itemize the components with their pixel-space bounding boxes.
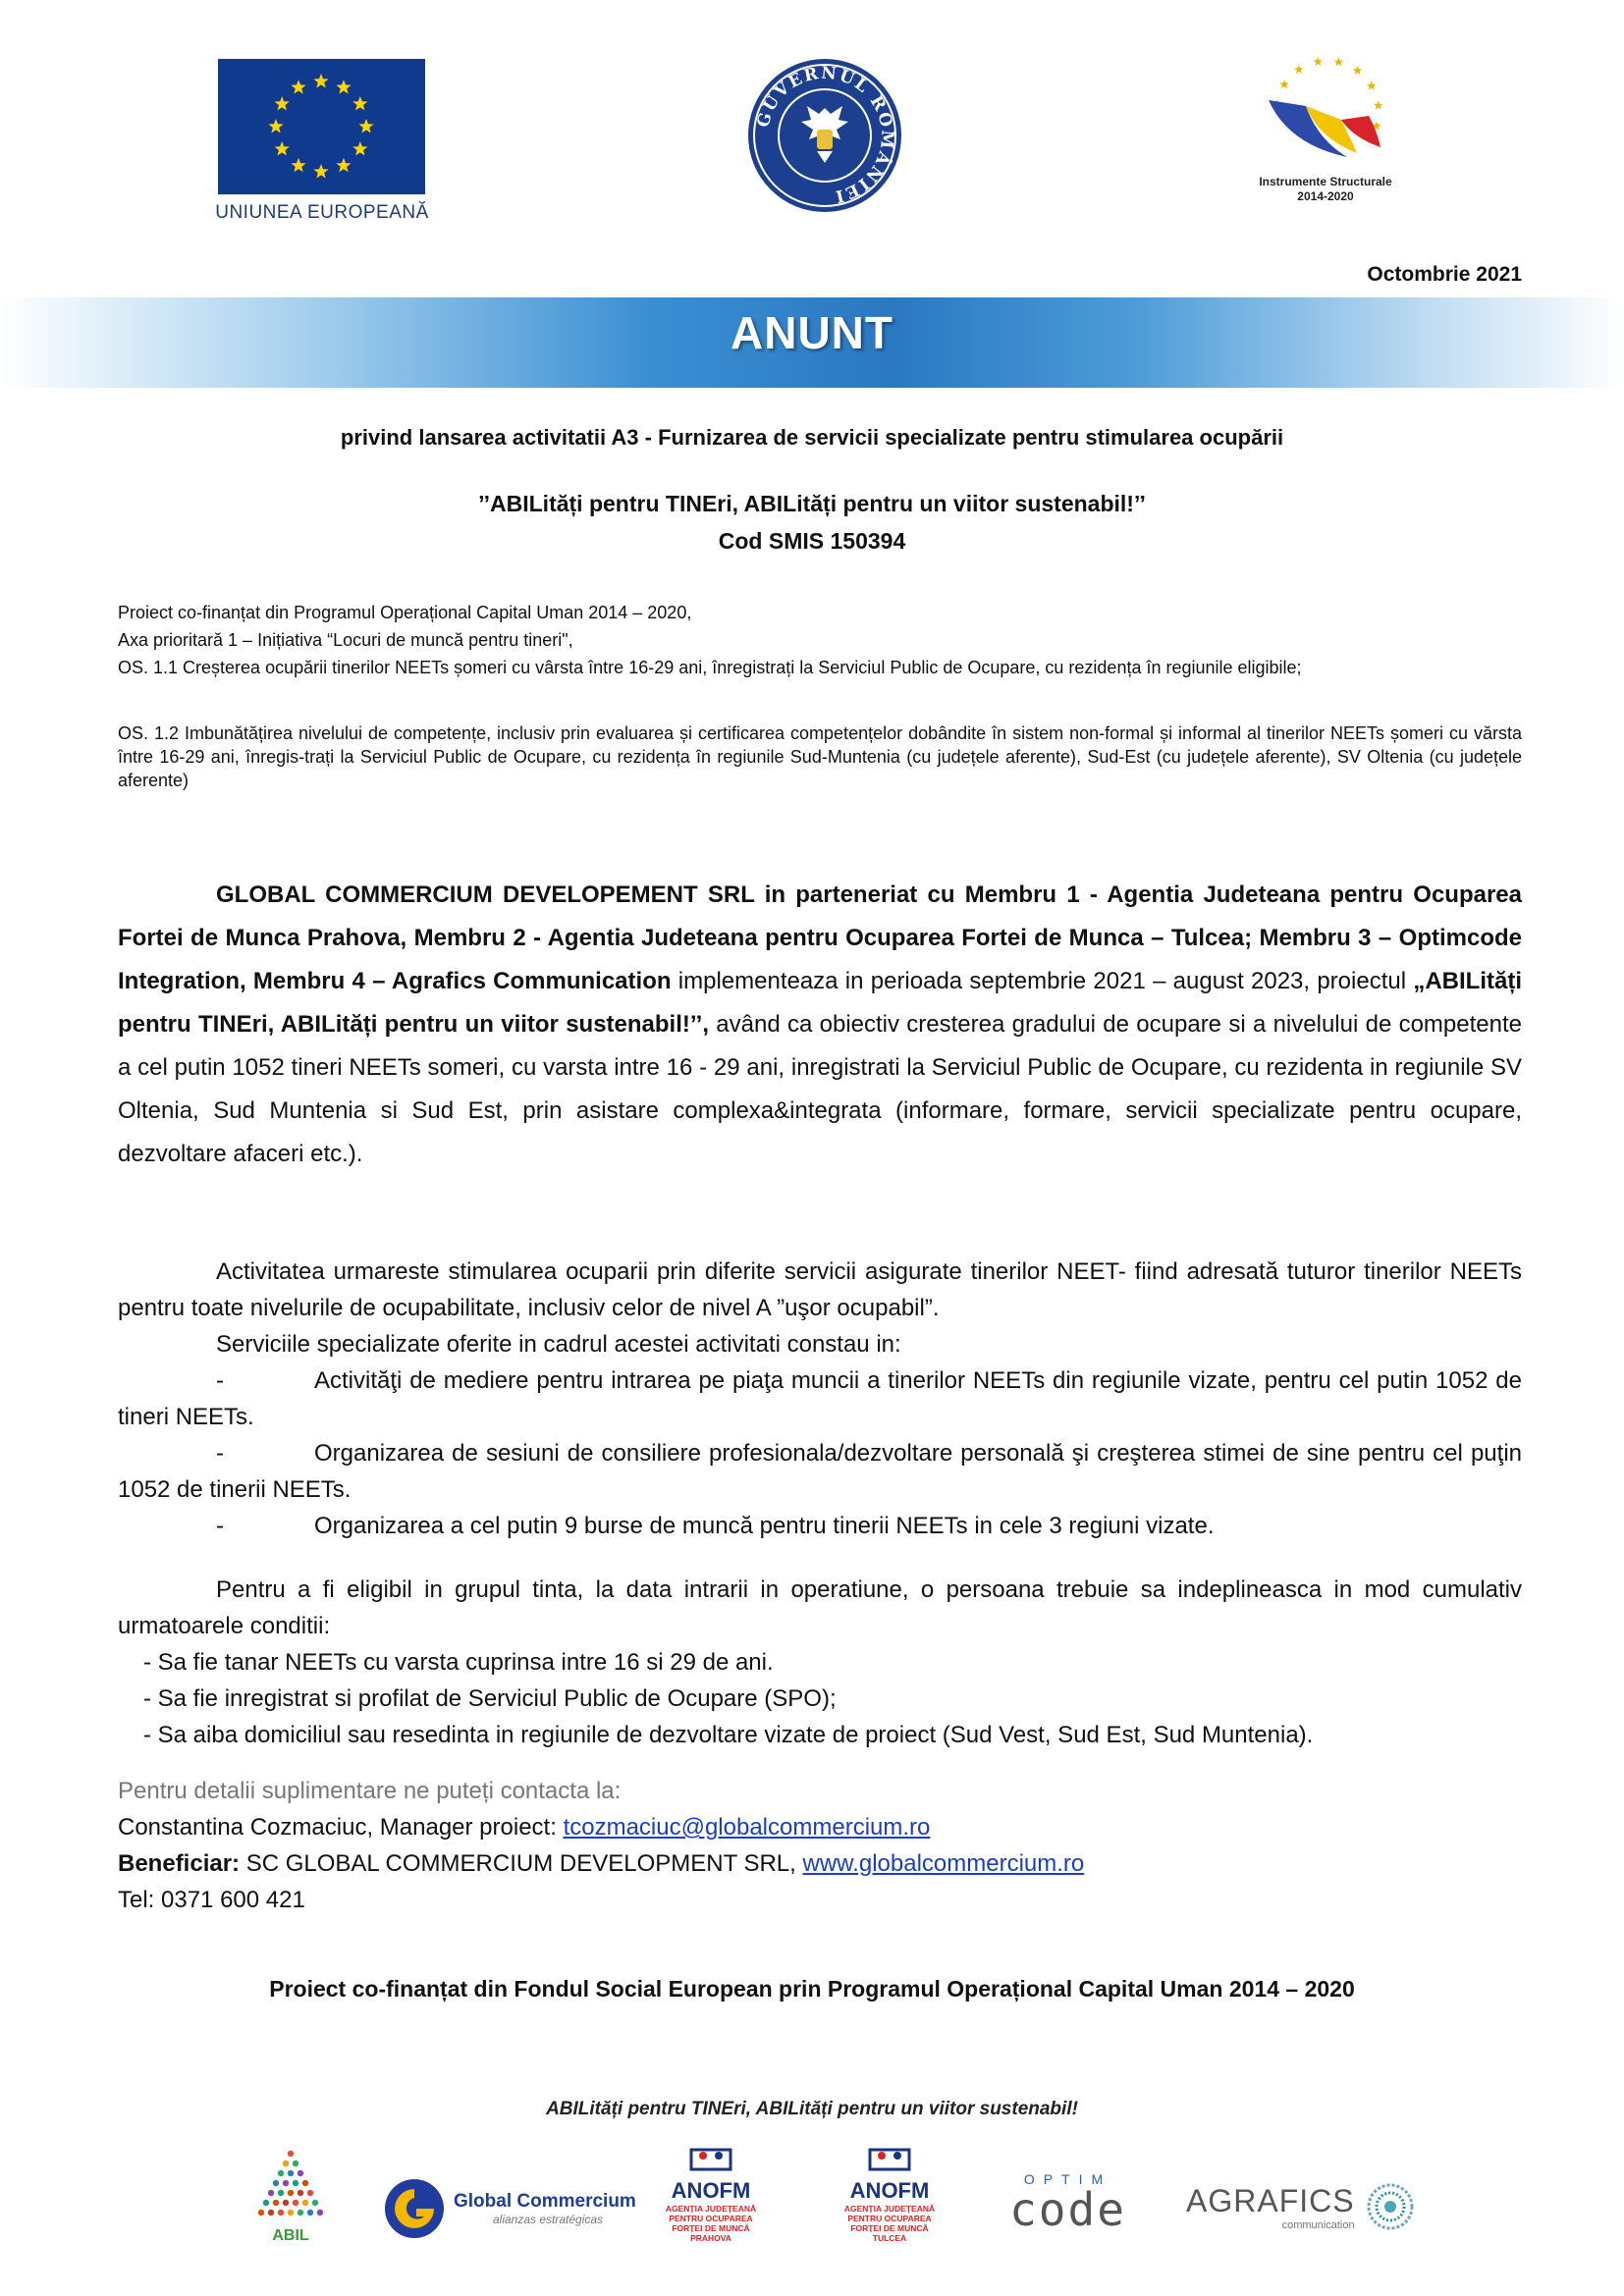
activity-section	[118, 1254, 1522, 1544]
anofm-prahova-logo	[646, 2144, 776, 2243]
abil-dot	[288, 2151, 294, 2157]
agrafics-sub: communication	[1281, 2218, 1355, 2231]
abil-dot	[302, 2180, 308, 2186]
romanian-government-seal	[746, 57, 903, 214]
abil-label: ABIL	[272, 2227, 309, 2244]
abil-dot	[288, 2190, 294, 2196]
abil-dot	[298, 2170, 303, 2176]
beneficiary-label: Beneficiar:	[118, 1850, 241, 1877]
anofm-sub-2: PENTRU OCUPAREA	[669, 2214, 753, 2223]
abil-dot	[258, 2210, 264, 2216]
global-commercium-logo	[383, 2177, 636, 2240]
agrafics-swirl-icon	[1365, 2181, 1416, 2232]
contact-heading: Pentru detalii suplimentare ne puteți contacta la:	[118, 1778, 622, 1804]
is-star	[1334, 57, 1344, 66]
abil-dot	[288, 2170, 294, 2176]
gc-name: Global Commercium	[454, 2191, 636, 2212]
abil-dot	[283, 2200, 289, 2206]
abil-dot	[298, 2190, 303, 2196]
service-item	[118, 1362, 1522, 1435]
anofm-people-icon	[825, 2144, 954, 2173]
abil-dot	[302, 2200, 308, 2206]
anofm-tulcea-logo	[825, 2144, 954, 2243]
abil-dot	[278, 2210, 284, 2216]
optimcode-logo	[982, 2171, 1154, 2240]
is-star	[1374, 101, 1383, 110]
is-star	[1294, 65, 1304, 74]
phone: Tel: 0371 600 421	[118, 1887, 305, 1913]
is-caption-line2: 2014-2020	[1297, 189, 1354, 203]
manager-line	[118, 1809, 1084, 1845]
anofm-sub-4: PRAHOVA	[690, 2233, 731, 2243]
dash: -	[216, 1367, 224, 1394]
objective-text: având ca obiectiv cresterea gradului de ocupare si a nivelului de competente a cel putin 1052 tineri NEETs someri, cu varsta intre 16 - 29 ani, inregistrati la Serviciul Public de Ocupare, cu rezidenta in regiunile SV Oltenia, Sud Muntenia si Sud Est, prin asistare complexa&integrata (informare, formare, servicii specializate pentru ocupare, dezvoltare afaceri etc.).	[118, 1011, 1522, 1167]
anofm-sub-4: TULCEA	[872, 2233, 907, 2243]
beneficiary-line	[118, 1845, 1084, 1882]
optim-top: OPTIM	[1023, 2171, 1112, 2187]
is-caption-line1: Instrumente Structurale	[1259, 175, 1392, 188]
eu-flag-logo	[218, 59, 425, 194]
services-intro: Serviciile specializate oferite in cadrul acestei activitati constau in:	[216, 1331, 901, 1358]
abil-dot	[317, 2210, 323, 2216]
project-name: ’’ABILități pentru TINEri, ABILități pentru un viitor sustenabil!’’	[478, 491, 1146, 516]
service-text: Organizarea a cel putin 9 burse de muncă pentru tinerii NEETs in cele 3 regiuni vizate.	[314, 1513, 1215, 1539]
service-item	[118, 1508, 1522, 1544]
project-title-inline: „ABILități pentru TINEri, ABILități pentru un viitor sustenabil!’’,	[118, 968, 1522, 1038]
anofm-sub-2: PENTRU OCUPAREA	[847, 2214, 932, 2223]
period-text: implementeaza in perioada septembrie 2021 – august 2023, proiectul	[671, 968, 1414, 994]
op-line-4: OS. 1.2 Imbunătățirea nivelului de competențe, inclusiv prin evaluarea și certificarea competențelor dobândite în sistem non-formal și informal al tinerilor NEETs șomeri cu vărsta între 16-29 ani, înregis-trați la Serviciul Public de Ocupare, cu rezidența în regiunile Sud-Muntenia (cu județele aferente), Sud-Est (cu județele aferente), SV Oltenia (cu județele aferente)	[118, 723, 1522, 790]
smis-code: Cod SMIS 150394	[718, 528, 906, 554]
anofm-people-icon	[646, 2144, 776, 2173]
anofm-sub-1: AGENȚIA JUDEȚEANĂ	[665, 2204, 757, 2214]
abil-dot	[307, 2210, 313, 2216]
agrafics-name: AGRAFICS	[1186, 2182, 1355, 2218]
dash: -	[216, 1513, 224, 1539]
anofm-name: ANOFM	[849, 2178, 930, 2203]
footer-slogan: ABILități pentru TINEri, ABILități pentru un viitor sustenabil!	[546, 2099, 1078, 2119]
is-star	[1367, 81, 1377, 90]
abil-dot	[268, 2210, 274, 2216]
abil-dot	[263, 2200, 269, 2206]
service-text: Activităţi de mediere pentru intrarea pe piaţa muncii a tinerilor NEETs din regiunile vizate, pentru cel putin 1052 de tineri NEETs.	[118, 1367, 1522, 1430]
seal-text: GUVERNUL ROMÂNIEI	[753, 63, 897, 207]
abil-dot	[268, 2190, 274, 2196]
anofm-name: ANOFM	[671, 2178, 751, 2203]
date: Octombrie 2021	[1367, 263, 1522, 286]
abil-dot	[312, 2200, 318, 2206]
main-paragraph	[118, 874, 1522, 1176]
partners-text: GLOBAL COMMERCIUM DEVELOPEMENT SRL in parteneriat cu Membru 1 - Agentia Judeteana pentru Ocuparea Fortei de Munca Prahova, Membru 2 - Agentia Judeteana pentru Ocuparea Fortei de Munca – Tulcea; Membru 3 – Optimcode Integration, Membru 4 – Agrafics Communication	[118, 881, 1522, 994]
optim-bottom: code	[1009, 2183, 1126, 2236]
op-line-3: OS. 1.1 Creșterea ocupării tinerilor NEETs șomeri cu vârsta între 16-29 ani, înregistrați la Serviciul Public de Ocupare, cu rezidența în regiunile eligibile;	[118, 658, 1302, 677]
anofm-sub-3: FORȚEI DE MUNCĂ	[850, 2223, 929, 2233]
condition-item: - Sa fie tanar NEETs cu varsta cuprinsa intre 16 si 29 de ani.	[143, 1649, 774, 1676]
op-line-1: Proiect co-finanțat din Programul Operațional Capital Uman 2014 – 2020,	[118, 603, 692, 622]
manager-label: Constantina Cozmaciuc, Manager proiect:	[118, 1814, 564, 1841]
abil-dot	[293, 2161, 298, 2166]
agrafics-logo	[1186, 2181, 1416, 2232]
abil-dot	[283, 2180, 289, 2186]
gc-tagline: alianzas estratégicas	[493, 2213, 604, 2226]
gc-circle-icon	[383, 2177, 446, 2240]
eu-caption: UNIUNEA EUROPEANĂ	[215, 202, 429, 223]
dash: -	[216, 1440, 224, 1467]
abil-dot	[307, 2190, 313, 2196]
website-link[interactable]: www.globalcommercium.ro	[802, 1850, 1085, 1877]
abil-logo	[238, 2142, 344, 2248]
anofm-sub-1: AGENȚIA JUDEȚEANĂ	[843, 2204, 936, 2214]
service-item	[118, 1435, 1522, 1508]
op-line-2: Axa prioritară 1 – Inițiativa “Locuri de muncă pentru tineri",	[118, 630, 573, 650]
service-text: Organizarea de sesiuni de consiliere profesionala/dezvoltare personală şi creşterea stimei de sine pentru cel puţin 1052 de tinerii NEETs.	[118, 1440, 1522, 1503]
activity-subtitle: privind lansarea activitatii A3 - Furnizarea de servicii specializate pentru stimularea ocupării	[340, 425, 1284, 450]
contact-block	[118, 1773, 1084, 1918]
abil-dot	[283, 2161, 289, 2166]
instrumente-structurale-caption	[1208, 175, 1443, 204]
condition-item: - Sa aiba domiciliul sau resedinta in regiunile de dezvoltare vizate de proiect (Sud Vest, Sud Est, Sud Muntenia).	[143, 1722, 1314, 1748]
abil-dot	[298, 2210, 303, 2216]
abil-dot	[278, 2190, 284, 2196]
activity-intro: Activitatea urmareste stimularea ocuparii prin diferite servicii asigurate tinerilor NEET- fiind adresată tuturor tinerilor NEETs pentru toate nivelurile de ocupabilitate, inclusiv celor de nivel A ”uşor ocupabil”.	[118, 1258, 1522, 1321]
is-star	[1353, 66, 1363, 75]
manager-email-link[interactable]: tcozmaciuc@globalcommercium.ro	[563, 1814, 931, 1841]
eligibility-intro: Pentru a fi eligibil in grupul tinta, la data intrarii in operatiune, o persoana trebuie sa indeplineasca in mod cumulativ urmatoarele conditii:	[118, 1576, 1522, 1639]
abil-dot	[293, 2180, 298, 2186]
page-title: ANUNT	[731, 307, 893, 358]
abil-dot	[278, 2170, 284, 2176]
abil-dot	[293, 2200, 298, 2206]
abil-dot	[273, 2200, 279, 2206]
abil-dot	[273, 2180, 279, 2186]
eu-stars-icon	[218, 59, 425, 194]
anofm-sub-3: FORȚEI DE MUNCĂ	[672, 2223, 750, 2233]
is-star	[1314, 57, 1324, 66]
is-star	[1279, 80, 1289, 88]
beneficiary-text: SC GLOBAL COMMERCIUM DEVELOPMENT SRL,	[240, 1850, 803, 1877]
abil-dot	[288, 2210, 294, 2216]
instrumente-structurale-logo	[1259, 51, 1390, 169]
condition-item: - Sa fie inregistrat si profilat de Serviciul Public de Ocupare (SPO);	[143, 1685, 837, 1712]
cofinancing-note: Proiect co-finanțat din Fondul Social European prin Programul Operațional Capital Uman 2014 – 2020	[269, 1976, 1355, 2002]
